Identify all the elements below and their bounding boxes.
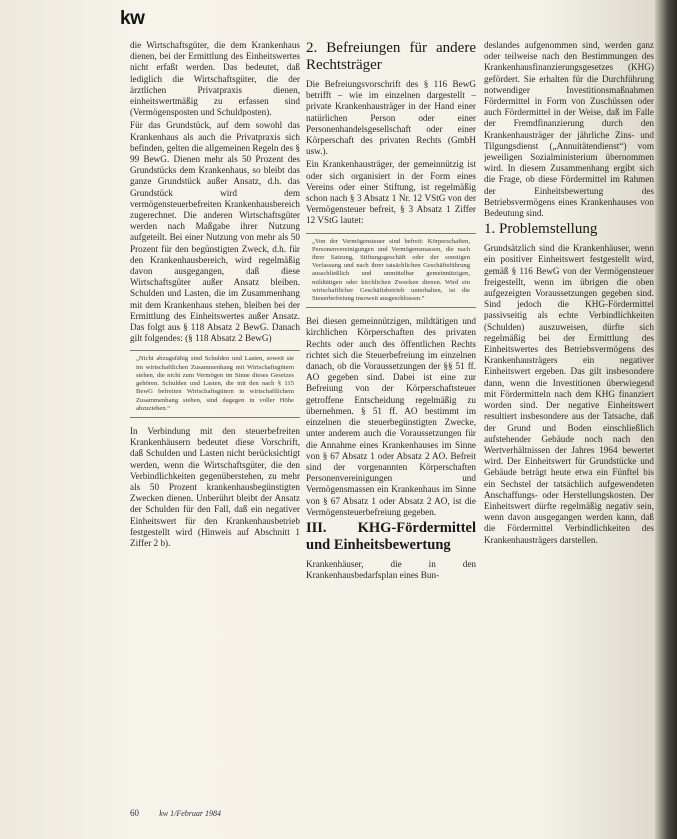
paragraph: die Wirtschaftsgüter, die dem Krankenhaus dienen, bei der Ermittlung des Einheitswertes nicht erfaßt werden. Das bedeutet, daß lediglich die Wirtschaftsgüter, die der ärztlichen Privatpraxis dienen, einheitswertmäßig zu erfassen sind (Vermögensposten und Schuldposten). <box>130 40 300 118</box>
section-heading: 2. Befreiungen für andere Rechtsträger <box>306 40 476 73</box>
column-3 <box>484 40 654 790</box>
section-heading: 1. Problemstellung <box>484 221 598 238</box>
column-1 <box>130 40 300 780</box>
paragraph: deslandes aufgenommen sind, werden ganz oder teilweise nach den Bestimmungen des Krankenhausfinanzierungsgesetzes (KHG) gefördert. Sie erhalten für die Durchführung notwendiger Investitionsmaßnahmen Fördermittel in Form von Zuschüssen oder auch Fördermittel in der Weise, daß im Falle der Fremdfinanzierung durch den Krankenhausträger der jährliche Zins- und Tilgungsdienst („Annuitätendienst“) vom jeweiligen Sozialministerium übernommen wird. In diesem Zusammenhang ergibt sich die Frage, ob diese Fördermittel im Rahmen der Einheitsbewertung des Betriebsvermögens eines Krankenhauses von Bedeutung sind. <box>484 40 654 219</box>
scan-shadow-edge <box>655 0 677 839</box>
paragraph: Ein Krankenhausträger, der gemeinnützig ist oder sich organisiert in der Form eines Vereins oder einer Stiftung, ist regelmäßig schon nach § 3 Absatz 1 Nr. 12 VStG von der Vermögensteuer befreit, § 3 Absatz 1 Ziffer 12 VStG lautet: <box>306 159 476 226</box>
section-heading: III. KHG-Fördermittel und Einheitsbewertung <box>306 519 476 553</box>
issue-label: kw 1/Februar 1984 <box>159 809 222 818</box>
page-number: 60 <box>130 808 139 818</box>
paragraph: Bei diesen gemeinnützigen, mildtätigen und kirchlichen Körperschaften des privaten Rechts oder auch des öffentlichen Rechts richtet sich die Steuerbefreiung im einzelnen danach, ob die Voraussetzungen der §§ 51 ff. AO gegeben sind. Dabei ist eine zur Befreiung von der Körperschaftsteuer getroffene Entscheidung regelmäßig zu übernehmen. § 51 ff. AO bestimmt im einzelnen die steuerbegünstigten Zwecke, unter anderem auch die Voraussetzungen für die Annahme eines Krankenhauses im Sinne von § 67 Absatz 1 oder Absatz 2 AO. Befreit sind der vorgenannten Körperschaften Personenvereinigungen und Vermögensmassen ein Krankenhaus im Sinne von § 67 Absatz 1 oder Absatz 2 AO, ist die Vermögensteuerbefreiung gegeben. <box>306 316 476 517</box>
paragraph: Für das Grundstück, auf dem sowohl das Krankenhaus als auch die Privatpraxis sich befinden, gelten die allgemeinen Regeln des § 99 BewG. Dienen mehr als 50 Prozent des Grundstücks dem Krankenhaus, so bleibt das ganze Grundstück außer Ansatz, d.h. das Grundstück wird dem vermögensteuerbefreiten Krankenhausbereich zugerechnet. Die anderen Wirtschaftsgüter werden nach Maßgabe ihrer Nutzung aufgeteilt. Bei einer Nutzung von mehr als 50 Prozent für den begünstigten Zweck, d.h. für den Krankenhausbereich, wird regelmäßig davon ausgegangen, daß diese Wirtschaftsgüter außer Ansatz bleiben. Schulden und Lasten, die im Zusammenhang mit dem Krankenhaus stehen, bleiben bei der Ermittlung des Einheitswertes außer Ansatz. Das folgt aus § 118 Absatz 2 BewG. Danach gilt folgendes: (§ 118 Absatz 2 BewG) <box>130 120 300 344</box>
page-footer <box>130 808 239 818</box>
quote-box: „Nicht abzugsfähig sind Schulden und Lasten, soweit sie im wirtschaftlichen Zusammenhang mit Wirtschaftsgütern stehen, die nicht zum Vermögen im Sinne dieses Gesetzes gehören. Schulden und Lasten, die mit den nach § 115 BewG befreiten Wirtschaftsgütern in wirtschaftlichem Zusammenhang stehen, sind dagegen in voller Höhe abzuziehen.“ <box>130 350 300 417</box>
magazine-logo: kw <box>120 8 145 29</box>
paragraph: Krankenhäuser, die in den Krankenhausbedarfsplan eines Bun- <box>306 558 476 581</box>
paragraph: Grundsätzlich sind die Krankenhäuser, wenn ein positiver Einheitswert festgestellt wird, gemäß § 116 BewG von der Vermögensteuer freigestellt, wenn im übrigen die oben aufgezeigten Voraussetzungen gegeben sind. Sind jedoch die KHG-Fördermittel passivseitig als echte Verbindlichkeiten (Schulden) auszuweisen, dürfte sich regelmäßig bei der Ermittlung des Einheitswertes des Betriebsvermögens des Krankenhausträgers ein negativer Einheitswert ergeben. Das gilt insbesondere dann, wenn die Investitionen überwiegend mit Fördermitteln nach dem KHG finanziert worden sind. Der negative Einheitswert resultiert insbesondere aus der Tatsache, daß der Grund und Boden einschließlich aufstehender Gebäude noch nach den Wertverhältnissen der Jahres 1964 bewertet wird. Der Einheitswert für Grundstücke und Gebäude beträgt heute etwa ein Fünftel bis ein Sechstel der tatsächlich aufgewendeten Anschaffungs- oder Herstellungskosten. Der Einheitswert dürfte regelmäßig negativ sein, wenn davon ausgegangen werden kann, daß die Fördermittel Verbindlichkeiten des Krankenhausträgers darstellen. <box>484 243 654 545</box>
paragraph: In Verbindung mit den steuerbefreiten Krankenhäusern bedeutet diese Vorschrift, daß Schulden und Lasten nicht berücksichtigt werden, wenn die Wirtschaftsgüter, die den Verbindlichkeiten gegenüberstehen, zu mehr als 50 Prozent krankenhausbegünstigten Zwecken dienen. Unberührt bleibt der Ansatz der Schulden für den Fall, daß ein negativer Einheitswert für den Krankenhausbetrieb festgestellt wird (Hinweis auf Abschnitt 1 Ziffer 2 b). <box>130 425 300 548</box>
column-2 <box>306 40 476 790</box>
paragraph: Die Befreiungsvorschrift des § 116 BewG betrifft – wie im einzelnen dargestellt – private Krankenhausträger in der Hand einer natürlichen Person oder einer Personenhandelsgesellschaft oder einer Körperschaft des privaten Rechts (GmbH usw.). <box>306 79 476 157</box>
quote-box: „Von der Vermögensteuer sind befreit: Körperschaften, Personenvereinigungen und Vermögensmassen, die nach ihrer Satzung, Stiftungsgeschäft oder der sonstigen Verfassung und nach ihrer tatsächlichen Geschäftsführung ausschließlich und unmittelbar gemeinnützigen, mildtätigen oder kirchlichen Zwecken dienen. Wird ein wirtschaftlicher Geschäftsbetrieb unterhalten, ist die Steuerbefreiung insoweit ausgeschlossen.“ <box>306 233 476 309</box>
